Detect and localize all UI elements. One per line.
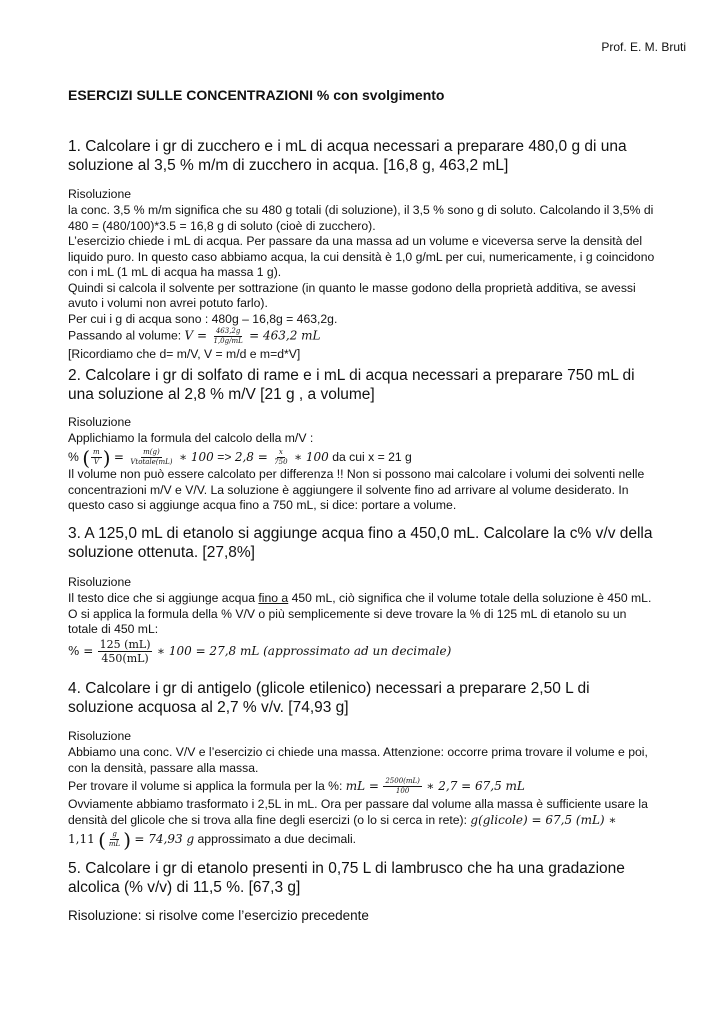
fraction-denominator: 100 [395, 787, 410, 796]
exercise-4-question: 4. Calcolare i gr di antigelo (glicole etilenico) necessari a preparare 2,50 L di soluzione acquosa al 2,7 % v/v. [74,93 g] [68, 680, 590, 716]
ex3-underlined: fino a [258, 591, 289, 605]
right-paren: ) [102, 445, 111, 470]
ex2-result: da cui x = 21 g [328, 449, 412, 464]
ex4-paragraph-1: Abbiamo una conc. V/V e l’esercizio ci chiede una massa. Attenzione: occorre prima trovare il volume e poi, con la densità, passare alla massa. [68, 745, 648, 775]
fraction-denominator: Vtotale(mL) [130, 457, 173, 466]
ex4-formula-line [68, 776, 658, 797]
ex1-paragraph-3: Quindi si calcola il solvente per sottrazione (in quanto le masse godono della proprietà additiva, se avessi avuto i volumi non avrei potuto farlo). [68, 280, 636, 310]
ex4-result-lhs: 1,11 [68, 832, 95, 846]
ex2-mv-fraction [91, 449, 102, 466]
right-paren: ) [123, 827, 132, 852]
ex1-formula-fraction [211, 328, 244, 345]
ex2-multiply-2: ∗ 100 [293, 449, 329, 464]
exercise-5-question: 5. Calcolare i gr di etanolo presenti in 0,75 L di lambrusco che ha una gradazione alcolica (% v/v) di 11,5 %. [67,3 g] [68, 860, 625, 896]
exercise-2 [68, 366, 658, 404]
ex1-formula-text: Passando al volume: [68, 328, 185, 343]
ex4-result-line [68, 828, 658, 850]
exercise-5 [68, 859, 658, 897]
ex4-formula-lhs: mL = [345, 779, 379, 793]
ex4-density-formula: g(glicole) = 67,5 (mL) ∗ [470, 812, 617, 827]
ex1-formula-lhs: V = [184, 328, 208, 343]
ex3-text-a: Il testo dice che si aggiunge acqua [68, 591, 259, 605]
ex3-formula-fraction [98, 639, 153, 664]
ex4-formula-fraction [383, 778, 422, 795]
ex3-formula-rhs: ∗ 100 = 27,8 mL (approssimato ad un decimale) [156, 643, 452, 658]
fraction-denominator: 450(mL) [101, 651, 149, 665]
resolution-label: Risoluzione [68, 575, 132, 589]
ex2-28: 2,8 = [234, 449, 268, 464]
exercise-1-question: 1. Calcolare i gr di zucchero e i mL di acqua necessari a preparare 480,0 g di una soluzione al 3,5 % m/m di zucchero in acqua. [16,8 g, 463,2 mL] [68, 138, 627, 174]
fraction-denominator: mL [108, 840, 121, 849]
exercise-4-resolution [68, 729, 658, 850]
fraction-numerator: g [112, 830, 117, 839]
ex2-equals: = [113, 449, 124, 464]
exercise-5-resolution: Risoluzione: si risolve come l’esercizio precedente [68, 908, 369, 923]
fraction-numerator: m [93, 447, 100, 456]
ex2-arrow: => [213, 449, 235, 464]
exercise-1-resolution [68, 187, 658, 363]
ex3-paragraph-1 [68, 591, 658, 638]
ex3-formula-line [68, 638, 658, 664]
ex1-paragraph-1: la conc. 3,5 % m/m significa che su 480 g totali (di soluzione), il 3,5 % sono g di soluto. Calcolando il 3,5% di 480 = (480/100)*3.5 = 16,8 g di soluto (cioè di zucchero). [68, 203, 654, 233]
document-title: ESERCIZI SULLE CONCENTRAZIONI % con svolgimento [68, 87, 445, 103]
exercise-4 [68, 679, 658, 717]
exercise-2-resolution [68, 415, 658, 514]
ex2-formula-fraction [128, 449, 174, 466]
ex1-paragraph-2: L’esercizio chiede i mL di acqua. Per passare da una massa ad un volume e viceversa serve la densità del liquido puro. In questo caso abbiamo acqua, la cui densità è 1,0 g/mL per cui, numericamente, i g coincidono con i mL (1 mL di acqua ha massa 1 g). [68, 234, 655, 279]
fraction-numerator: x [278, 447, 283, 456]
exercise-3 [68, 524, 658, 562]
ex4-formula-text: Per trovare il volume si applica la formula per la %: [68, 779, 346, 793]
author-header: Prof. E. M. Bruti [601, 40, 686, 54]
ex2-formula-line [68, 447, 658, 468]
ex2-percent: % [68, 449, 79, 464]
resolution-label: Risoluzione [68, 187, 132, 201]
ex2-multiply: ∗ 100 [178, 449, 214, 464]
ex1-reminder: [Ricordiamo che d= m/V, V = m/d e m=d*V] [68, 347, 301, 361]
ex4-result-rhs: = 74,93 g [134, 832, 195, 846]
ex2-paragraph-2: Il volume non può essere calcolato per differenza !! Non si possono mai calcolare i volumi dei solventi nelle concentrazioni m/V e V/V. La soluzione è aggiungere il solvente fino ad arrivare al volume desiderato. In questo caso si aggiunge acqua fino a 750 mL, si dice: portare a volume. [68, 467, 645, 513]
fraction-denominator: V [93, 457, 99, 466]
resolution-label: Risoluzione [68, 729, 132, 743]
fraction-numerator: 463,2g [215, 327, 241, 335]
ex4-density-text: Ovviamente abbiamo trasformato i 2,5L in mL. Ora per passare dal volume alla massa è sufficiente usare la densità del glicole che si trova alla fine degli esercizi (o lo si cerca in rete): [68, 797, 648, 827]
ex2-paragraph-1: Applichiamo la formula del calcolo della m/V : [68, 431, 314, 445]
ex4-result-tail: approssimato a due decimali. [194, 832, 357, 846]
resolution-label: Risoluzione [68, 415, 132, 429]
ex1-paragraph-4: Per cui i g di acqua sono : 480g – 16,8g = 463,2g. [68, 311, 338, 326]
left-paren: ( [98, 827, 106, 852]
exercise-3-question: 3. A 125,0 mL di etanolo si aggiunge acqua fino a 450,0 mL. Calcolare la c% v/v della soluzione ottenuta. [27,8%] [68, 525, 653, 561]
ex3-text-b: 450 mL, ciò significa che il volume totale della soluzione è 450 mL. O si applica la formula della % V/V o più semplicemente si deve trovare la % di 125 mL di etanolo su un totale di 450 mL: [68, 591, 652, 636]
fraction-numerator: m(g) [143, 447, 160, 456]
ex2-x-fraction [272, 449, 289, 466]
ex4-paragraph-3 [68, 797, 658, 828]
exercise-3-resolution [68, 575, 658, 664]
fraction-denominator: 1,0g/mL [213, 337, 243, 345]
fraction-denominator: 750 [274, 457, 288, 466]
ex1-formula-rhs: = 463,2 mL [249, 328, 321, 343]
ex1-formula-line [68, 328, 658, 345]
ex3-percent: % = [68, 643, 94, 658]
fraction-numerator: 2500(mL) [385, 777, 420, 786]
left-paren: ( [82, 445, 91, 470]
exercise-2-question: 2. Calcolare i gr di solfato di rame e i mL di acqua necessari a preparare 750 mL di una soluzione al 2,8 % m/V [21 g , a volume] [68, 367, 635, 403]
exercise-1 [68, 137, 658, 175]
ex4-density-fraction [107, 831, 122, 848]
ex4-formula-rhs: ∗ 2,7 = 67,5 mL [426, 779, 525, 793]
fraction-numerator: 125 (mL) [99, 637, 151, 651]
